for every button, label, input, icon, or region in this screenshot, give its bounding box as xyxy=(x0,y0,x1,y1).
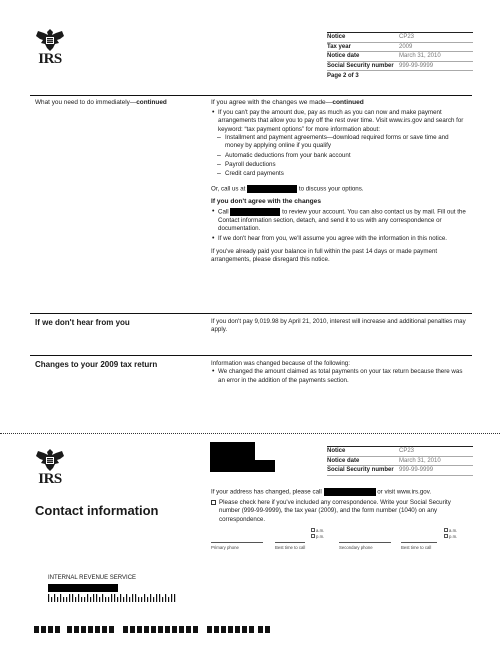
call-line: Or, call us at to discuss your options. xyxy=(211,185,364,193)
redacted-irs-address xyxy=(48,584,118,592)
secondary-phone-label: Secondary phone xyxy=(339,545,373,550)
am-pm-2: a.m. p.m. xyxy=(444,528,457,540)
best-time-field-2[interactable] xyxy=(401,533,437,543)
section-divider xyxy=(30,355,472,356)
irs-logo xyxy=(30,448,70,487)
scan-line xyxy=(34,626,274,633)
pm-checkbox[interactable] xyxy=(311,534,315,538)
am-checkbox[interactable] xyxy=(444,528,448,532)
am-pm-1: a.m. p.m. xyxy=(311,528,324,540)
list-item: • If we don't hear from you, we'll assume you agree with the information in this notice. xyxy=(218,235,466,243)
secondary-phone-field[interactable] xyxy=(339,533,391,543)
irs-logo xyxy=(30,28,70,67)
notice-date-row: Notice date March 31, 2010 xyxy=(327,52,473,62)
paid-note: If you've already paid your balance in full within the past 14 days or made payment arrangements, please disregard this notice. xyxy=(211,247,438,264)
correspondence-check: Please check here if you've included any correspondence. Write your Social Security number (999-99-9999), the tax year (2009), and the form number (1040) on any correspondence. xyxy=(211,499,473,524)
section1-body xyxy=(211,99,466,268)
section-label-immediate: What you need to do immediately—continued xyxy=(35,99,167,106)
notice-row: Notice CP23 xyxy=(327,447,473,457)
section-divider xyxy=(30,313,472,314)
pm-checkbox[interactable] xyxy=(444,534,448,538)
correspondence-checkbox[interactable] xyxy=(211,500,216,505)
ssn-row: Social Security number 999-99-9999 xyxy=(327,466,473,476)
redacted-phone xyxy=(230,208,280,216)
eagle-icon xyxy=(35,448,65,472)
disagree-heading: If you don't agree with the changes xyxy=(211,197,322,205)
notice-row: Notice CP23 xyxy=(327,33,473,43)
ocr-scanline-icon xyxy=(34,626,274,633)
eagle-icon xyxy=(35,28,65,52)
best-time-label: Best time to call xyxy=(275,545,306,550)
redacted-phone xyxy=(247,185,297,193)
contact-body xyxy=(211,488,473,524)
list-item: • Call to review your account. You can also contact us by mail. Fill out the Contact information section, detach, and send it to us with any correspondence or documentation. xyxy=(218,208,466,234)
list-item: • We changed the amount claimed as total payments on your tax return because there was an error in the addition of the payments section. xyxy=(218,368,466,385)
address-change-line: If your address has changed, please call or visit www.irs.gov. xyxy=(211,488,432,496)
list-item: – Automatic deductions from your bank account xyxy=(225,152,466,160)
list-item: – Installment and payment agreements—download required forms or save time and money by applying online if you qualify xyxy=(225,134,466,151)
contact-notice-table xyxy=(327,446,473,476)
phone-fields xyxy=(211,528,473,552)
ssn-row: Social Security number 999-99-9999 xyxy=(327,62,473,72)
tax-year-row: Tax year 2009 xyxy=(327,43,473,53)
notice-info-table xyxy=(327,32,473,81)
irs-wordmark: IRS xyxy=(38,51,62,67)
am-checkbox[interactable] xyxy=(311,528,315,532)
list-item: – Payroll deductions xyxy=(225,161,466,169)
section-label-changes: Changes to your 2009 tax return xyxy=(35,360,158,369)
best-time-field-1[interactable] xyxy=(275,533,305,543)
agree-heading: If you agree with the changes we made—continued xyxy=(211,99,364,106)
irs-wordmark: IRS xyxy=(38,471,62,487)
notice-date-row: Notice date March 31, 2010 xyxy=(327,457,473,467)
section3-body: Information was changed because of the following: • We changed the amount claimed as total payments on your tax return because there was an error in the addition of the payments section. xyxy=(211,360,466,386)
list-item: – Credit card payments xyxy=(225,170,466,178)
section-label-no-reply: If we don't hear from you xyxy=(35,318,130,327)
barcode-icon xyxy=(48,594,178,602)
primary-phone-label: Primary phone xyxy=(211,545,239,550)
redacted-address xyxy=(210,460,275,472)
list-item: • If you can't pay the amount due, pay as much as you can now and make payment arrangements that allow you to pay off the rest over time. Visit www.irs.gov and search for keyword: “tax payment options” for more information about: – Installment and payment agreements—download required forms or save time and money by applying online if you qualify – Automatic deductions from your bank account – Payroll deductions – Credit card payments xyxy=(218,109,466,179)
section-divider xyxy=(30,95,472,96)
redacted-phone xyxy=(324,488,376,496)
section2-body: If you don't pay 9,019.98 by April 21, 2010, interest will increase and additional penalties may apply. xyxy=(211,318,466,334)
contact-title: Contact information xyxy=(35,503,159,518)
postal-barcode xyxy=(48,594,178,602)
irs-address: INTERNAL REVENUE SERVICE xyxy=(48,575,137,581)
primary-phone-field[interactable] xyxy=(211,533,263,543)
detach-line xyxy=(0,433,500,434)
best-time-label: Best time to call xyxy=(401,545,432,550)
page-number: Page 2 of 3 xyxy=(327,72,359,79)
